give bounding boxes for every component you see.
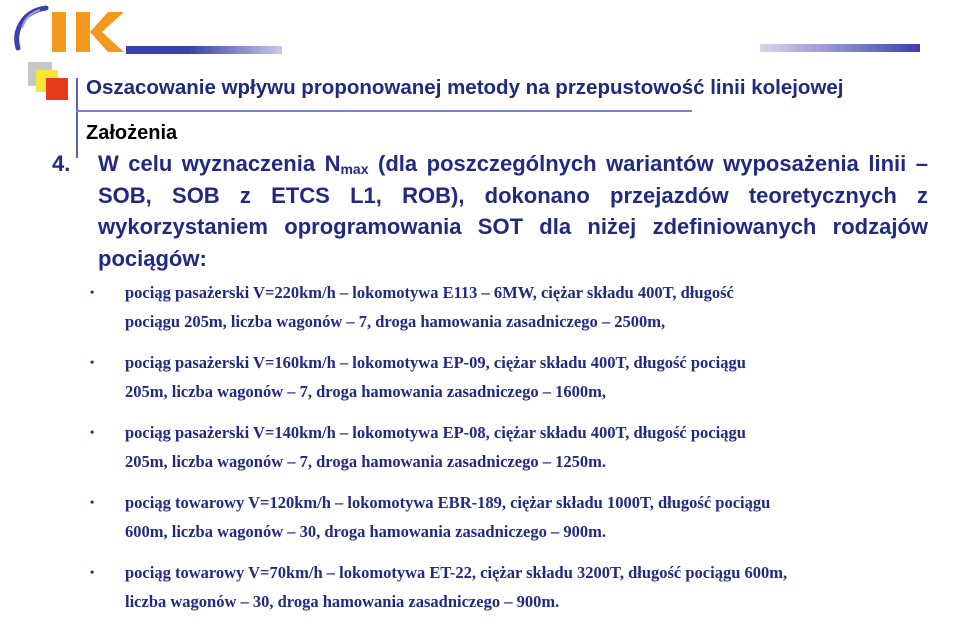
slide-title: Oszacowanie wpływu proponowanej metody na przepustowość linii kolejowej [86, 76, 844, 99]
point-line-2: SOB, SOB z ETCS L1, ROB), dokonano przejazdów teoretycznych z [98, 182, 928, 208]
list-item: • pociąg pasażerski V=140km/h – lokomotywa EP-08, ciężar składu 400T, długość pociągu 205m, liczba wagonów – 7, droga hamowania zasadniczego – 1250m. [90, 418, 930, 488]
bullet-dot-icon: • [90, 425, 95, 439]
point-line-1: W celu wyznaczenia $N_{max}$ (dla poszczególnych wariantów wyposażenia linii – [98, 151, 928, 177]
list-item: • pociąg towarowy V=70km/h – lokomotywa ET-22, ciężar składu 3200T, długość pociągu 600m, liczba wagonów – 30, droga hamowania zasadniczego – 900m. [90, 558, 930, 628]
decorative-squares [26, 60, 76, 120]
title-underline [76, 110, 692, 112]
point-4 [52, 148, 928, 274]
train-list [90, 278, 930, 628]
list-item: • pociąg pasażerski V=220km/h – lokomotywa E113 – 6MW, ciężar składu 400T, długość pociągu 205m, liczba wagonów – 7, droga hamowania zasadniczego – 2500m, [90, 278, 930, 348]
header-bar-left [126, 46, 282, 54]
bullet-dot-icon: • [90, 355, 95, 369]
title-vertical-rule [76, 78, 78, 158]
header-bar-right [760, 44, 920, 52]
bullet-dot-icon: • [90, 285, 95, 299]
point-line-3: wykorzystaniem oprogramowania SOT dla niżej zdefiniowanych rodzajów [98, 214, 928, 239]
slide-subtitle: Założenia [86, 122, 178, 144]
list-item: • pociąg pasażerski V=160km/h – lokomotywa EP-09, ciężar składu 400T, długość pociągu 205m, liczba wagonów – 7, droga hamowania zasadniczego – 1600m, [90, 348, 930, 418]
list-item: • pociąg towarowy V=120km/h – lokomotywa EBR-189, ciężar składu 1000T, długość pociągu 600m, liczba wagonów – 30, droga hamowania zasadniczego – 900m. [90, 488, 930, 558]
bullet-dot-icon: • [90, 565, 95, 579]
point-line-4: pociągów: [98, 245, 207, 271]
bullet-dot-icon: • [90, 495, 95, 509]
point-number: 4. [52, 151, 71, 176]
